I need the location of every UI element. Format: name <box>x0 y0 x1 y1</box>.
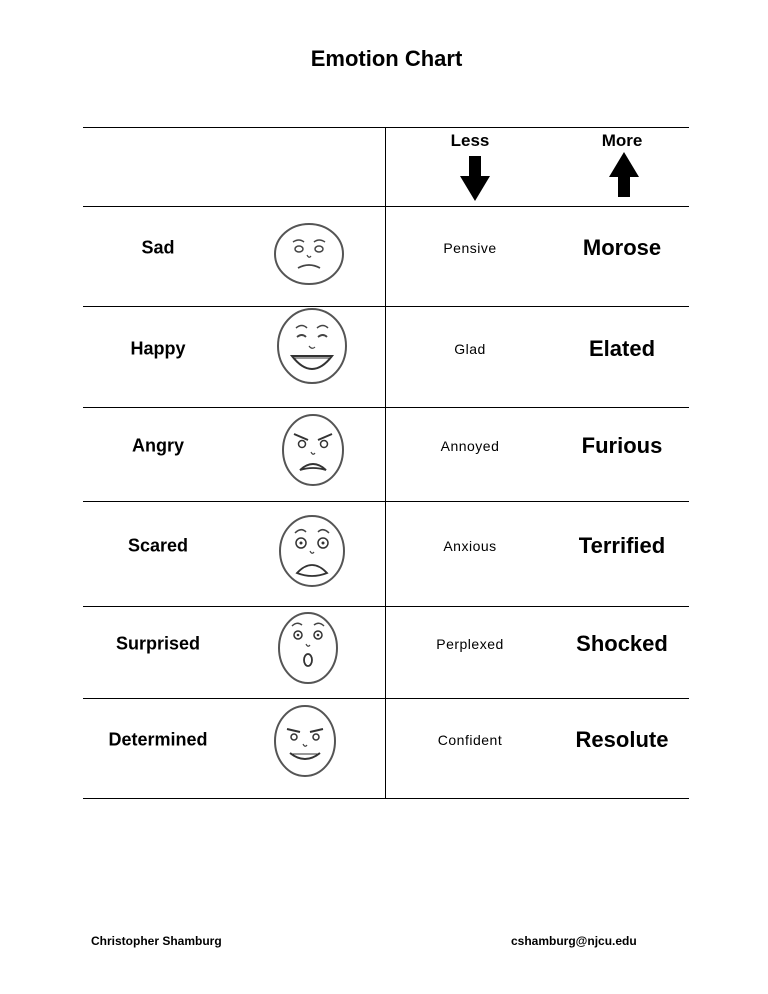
sad-face-icon <box>272 222 346 286</box>
surprised-face-icon <box>276 610 340 686</box>
row-divider <box>83 501 689 502</box>
row-divider <box>83 407 689 408</box>
more-intense-word: Morose <box>582 235 662 260</box>
angry-face-icon <box>280 412 346 488</box>
page-title: Emotion Chart <box>310 46 463 71</box>
table-bottom-border <box>83 798 689 799</box>
less-intense-word: Confident <box>437 732 503 748</box>
happy-face-icon <box>274 306 350 386</box>
less-intense-word: Annoyed <box>440 438 500 454</box>
emotion-label: Determined <box>108 729 208 750</box>
less-intense-word: Perplexed <box>436 636 504 652</box>
arrow-up-icon <box>608 152 640 198</box>
author-email: cshamburg@njcu.edu <box>511 934 637 948</box>
row-divider <box>83 606 689 607</box>
arrow-down-icon <box>459 156 491 202</box>
more-intense-word: Elated <box>588 336 656 361</box>
column-divider <box>385 127 386 798</box>
more-intense-word: Terrified <box>578 533 666 558</box>
scared-face-icon <box>277 513 347 589</box>
determined-face-icon <box>272 703 338 779</box>
table-top-border <box>83 127 689 128</box>
row-divider <box>83 306 689 307</box>
table-header-divider <box>83 206 689 207</box>
row-divider <box>83 698 689 699</box>
more-intense-word: Shocked <box>576 631 668 656</box>
more-header-label: More <box>601 131 643 150</box>
less-header-label: Less <box>450 131 490 150</box>
emotion-label: Sad <box>141 237 175 258</box>
less-intense-word: Glad <box>454 341 486 357</box>
author-name: Christopher Shamburg <box>91 934 222 948</box>
more-intense-word: Furious <box>581 433 663 458</box>
emotion-label: Scared <box>127 535 189 556</box>
emotion-label: Happy <box>130 338 186 359</box>
more-intense-word: Resolute <box>575 727 669 752</box>
less-intense-word: Pensive <box>443 240 497 256</box>
emotion-label: Angry <box>131 435 185 456</box>
less-intense-word: Anxious <box>443 538 497 554</box>
emotion-label: Surprised <box>115 633 201 654</box>
